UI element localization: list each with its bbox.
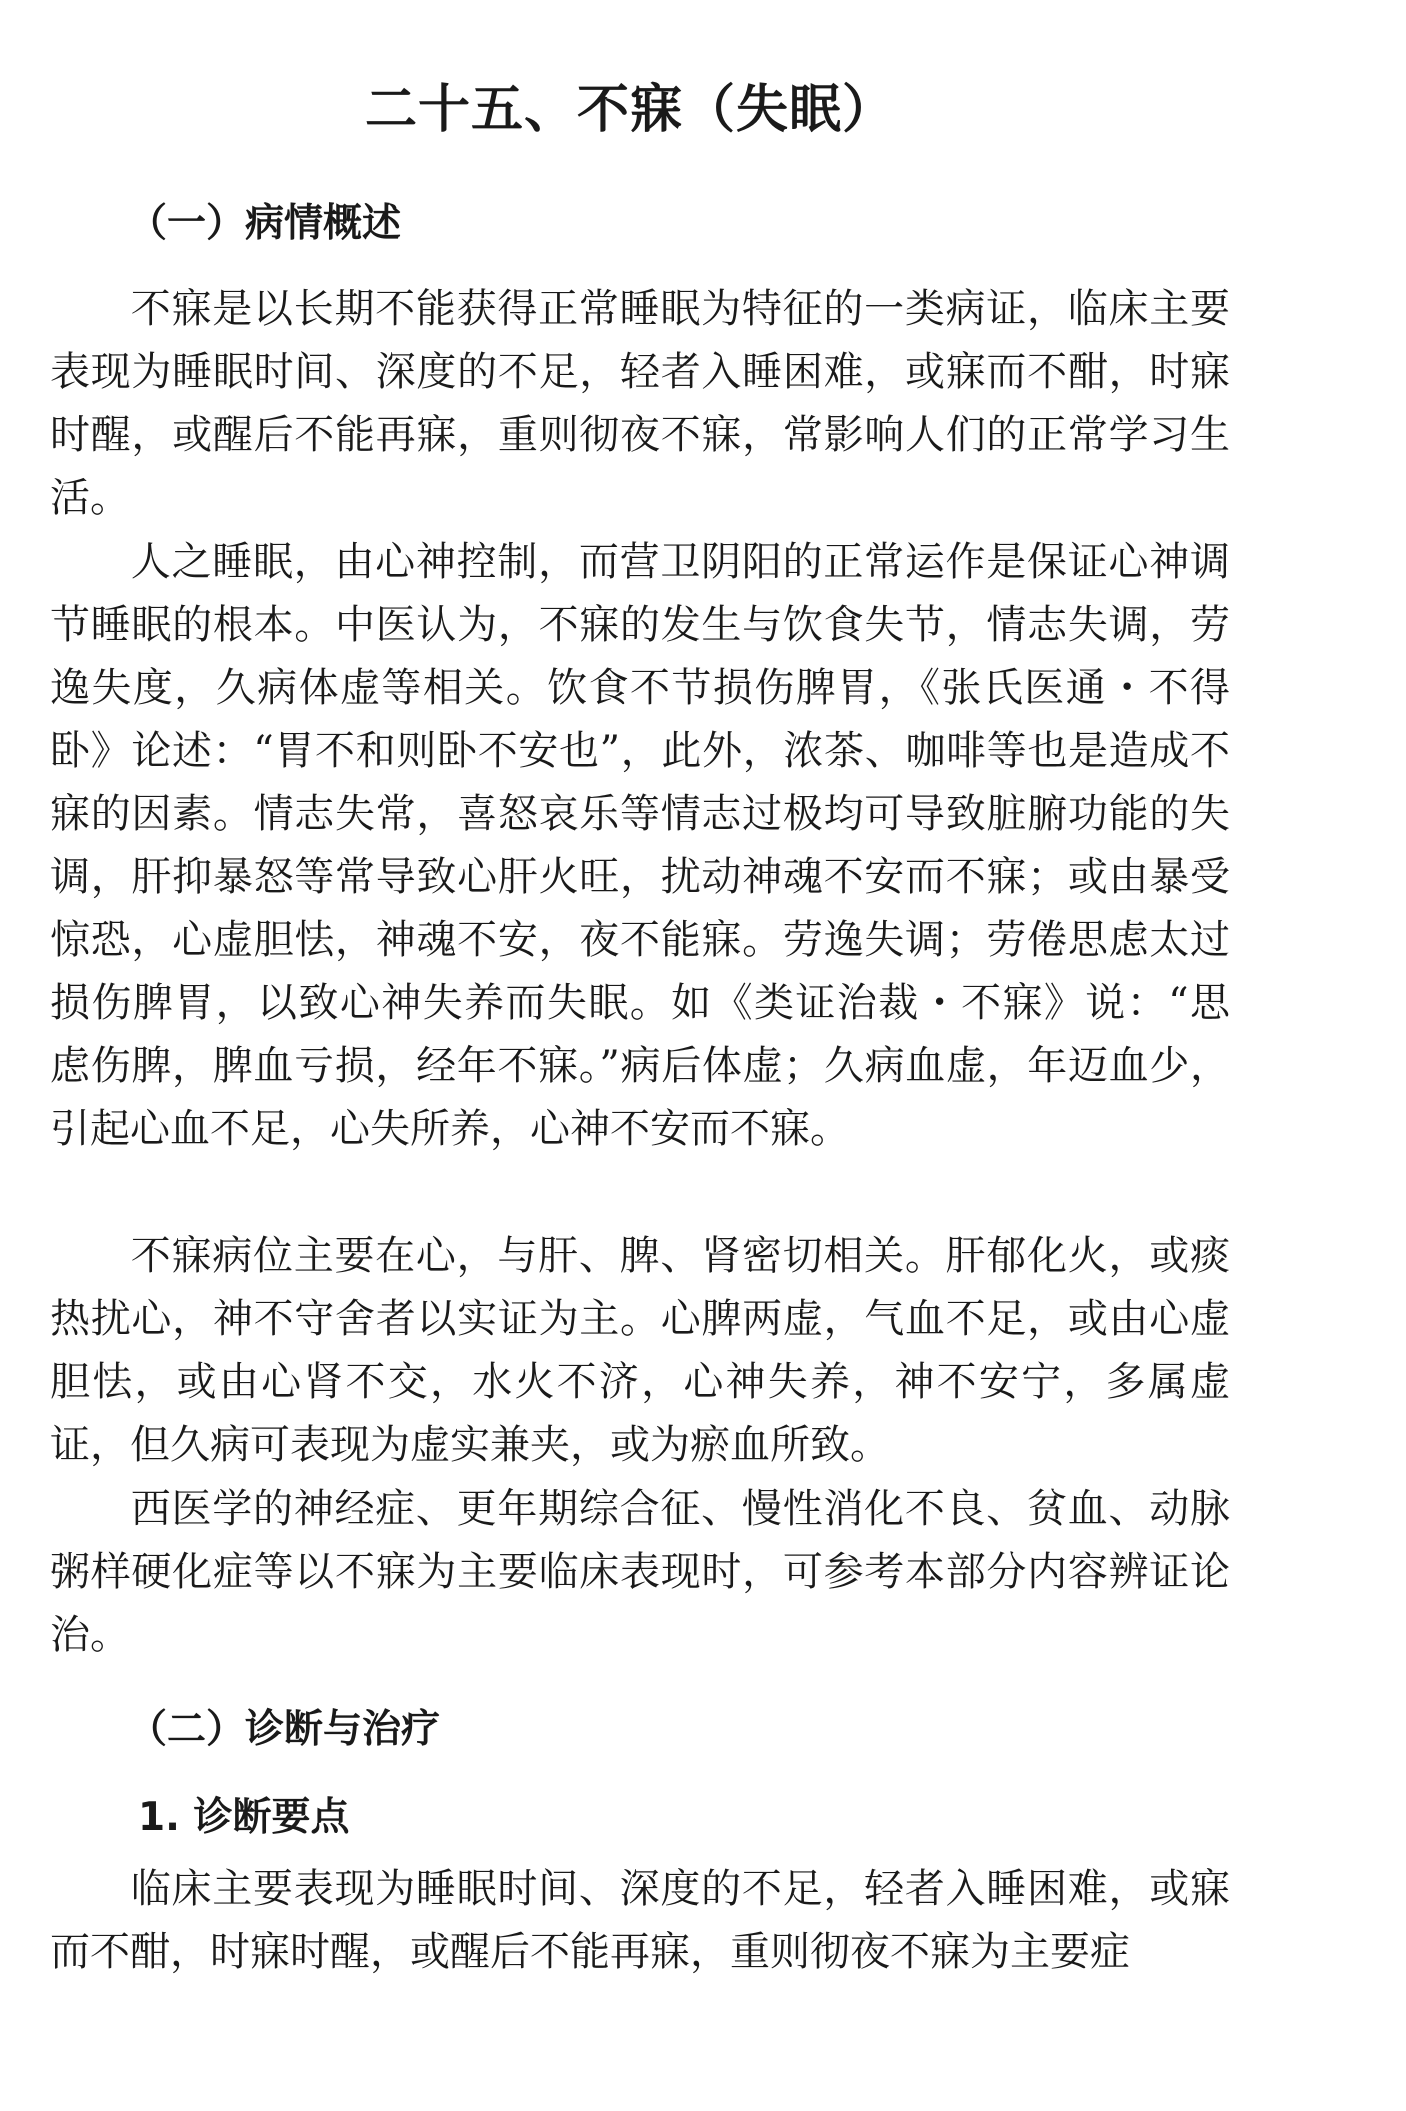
paragraph-etiology: [50, 531, 1230, 1161]
paragraph-western-medicine: [50, 1478, 1230, 1667]
paragraph-location: [50, 1225, 1230, 1477]
paragraph-definition: [50, 278, 1230, 530]
section-heading-diagnosis-treatment: （二）诊断与治疗: [128, 1707, 441, 1752]
paragraph-text: 不寐病位主要在心，与肝、脾、肾密切相关。肝郁化火，或痰热扰心，神不守舍者以实证为主。心脾两虚，气血不足，或由心虚胆怯，或由心肾不交，水火不济，心神失养，神不安宁，多属虚证，但久病可表现为虚实兼夹，或为瘀血所致。: [50, 1233, 1230, 1468]
paragraph-diagnosis: [50, 1858, 1230, 1984]
page-title: 二十五、不寐（失眠）: [364, 80, 895, 140]
section-heading-overview: （一）病情概述: [128, 201, 402, 246]
subsection-heading-diagnosis-points: 1. 诊断要点: [138, 1795, 350, 1840]
paragraph-text: 人之睡眠，由心神控制，而营卫阴阳的正常运作是保证心神调节睡眠的根本。中医认为，不寐的发生与饮食失节，情志失调，劳逸失度，久病体虚等相关。饮食不节损伤脾胃，《张氏医通・不得卧》论述：“胃不和则卧不安也”，此外，浓茶、咖啡等也是造成不寐的因素。情志失常，喜怒哀乐等情志过极均可导致脏腑功能的失调，肝抑暴怒等常导致心肝火旺，扰动神魂不安而不寐；或由暴受惊恐，心虚胆怯，神魂不安，夜不能寐。劳逸失调；劳倦思虑太过损伤脾胃，以致心神失养而失眠。如《类证治裁・不寐》说：“思虑伤脾，脾血亏损，经年不寐。”病后体虚；久病血虚，年迈血少，引起心血不足，心失所养，心神不安而不寐。: [50, 539, 1230, 1152]
paragraph-text: 西医学的神经症、更年期综合征、慢性消化不良、贫血、动脉粥样硬化症等以不寐为主要临床表现时，可参考本部分内容辨证论治。: [50, 1486, 1230, 1658]
paragraph-text: 不寐是以长期不能获得正常睡眠为特征的一类病证，临床主要表现为睡眠时间、深度的不足，轻者入睡困难，或寐而不酣，时寐时醒，或醒后不能再寐，重则彻夜不寐，常影响人们的正常学习生活。: [50, 286, 1230, 521]
paragraph-text: 临床主要表现为睡眠时间、深度的不足，轻者入睡困难，或寐而不酣，时寐时醒，或醒后不能再寐，重则彻夜不寐为主要症: [50, 1866, 1230, 1975]
